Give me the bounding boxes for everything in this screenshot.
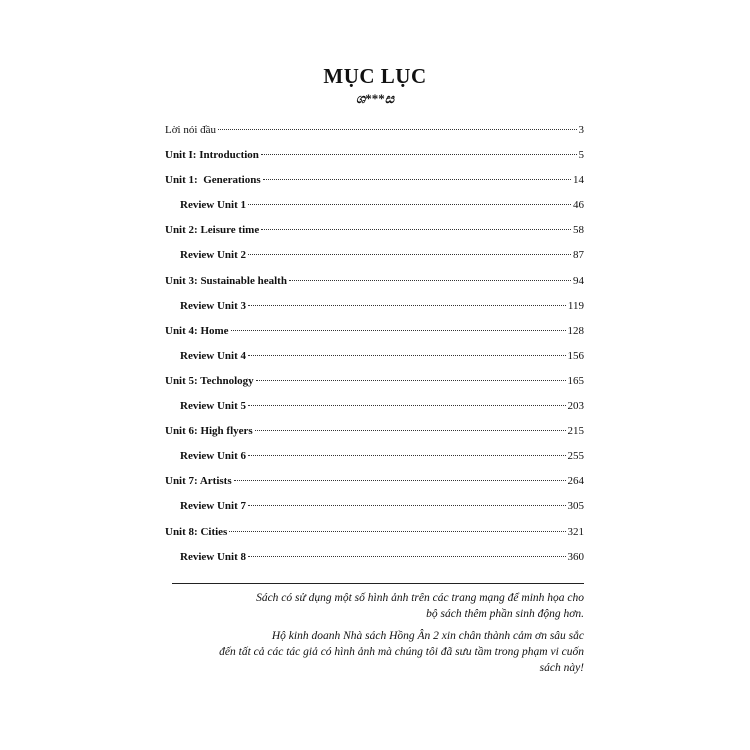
dot-leader xyxy=(256,380,566,381)
footnote-divider xyxy=(172,583,584,584)
toc-entry-label: Unit 6: High flyers xyxy=(165,425,253,438)
dot-leader xyxy=(248,305,566,306)
toc-entry-page-number: 255 xyxy=(567,450,584,463)
toc-entry-page-number: 58 xyxy=(573,224,584,237)
toc-entry-label: Unit 2: Leisure time xyxy=(165,224,260,237)
toc-entry-label: Lời nói đầu xyxy=(165,124,217,136)
acknowledgement-note xyxy=(144,628,584,676)
toc-entry-page-number: 87 xyxy=(573,249,584,262)
toc-entry xyxy=(165,450,584,475)
note-line: đến tất cả các tác giả có hình ảnh mà chúng tôi đã sưu tầm trong phạm vi cuốn xyxy=(219,646,584,658)
dot-leader xyxy=(234,480,566,481)
dot-leader xyxy=(229,531,565,532)
toc-entry-page-number: 321 xyxy=(567,525,584,538)
toc-entry-label: Review Unit 3 xyxy=(180,299,246,312)
ornament-right-flourish-icon: ස xyxy=(384,91,395,106)
dot-leader xyxy=(231,330,566,331)
toc-entry-page-number: 46 xyxy=(573,199,584,212)
dot-leader xyxy=(255,430,566,431)
toc-entry xyxy=(165,425,584,450)
toc-entry-label: Unit 5: Technology xyxy=(165,374,254,387)
toc-entry xyxy=(165,174,584,199)
toc-entry-label: Review Unit 7 xyxy=(180,500,246,513)
toc-entry-page-number: 128 xyxy=(567,324,584,337)
dot-leader xyxy=(248,254,571,255)
toc-entry-label: Unit 7: Artists xyxy=(165,475,232,488)
toc-entry xyxy=(165,300,584,325)
toc-entry xyxy=(165,350,584,375)
toc-entry xyxy=(165,526,584,551)
toc-entry xyxy=(165,224,584,249)
toc-entry xyxy=(165,249,584,274)
toc-entry-page-number: 215 xyxy=(567,425,584,438)
toc-entry-page-number: 360 xyxy=(567,550,584,563)
toc-entry-page-number: 119 xyxy=(567,299,584,312)
toc-entry xyxy=(165,475,584,500)
toc-entry xyxy=(165,124,584,149)
toc-entry-label: Unit 3: Sustainable health xyxy=(165,274,287,287)
toc-entry xyxy=(165,149,584,174)
dot-leader xyxy=(289,280,571,281)
toc-entry-label: Review Unit 2 xyxy=(180,249,246,262)
toc-entry xyxy=(165,551,584,576)
toc-entry-label: Unit 8: Cities xyxy=(165,525,228,538)
ornament-left-flourish-icon: ශ xyxy=(355,91,366,106)
toc-entry xyxy=(165,400,584,425)
toc-entry xyxy=(165,500,584,525)
dot-leader xyxy=(248,455,566,456)
toc-entry-label: Unit 4: Home xyxy=(165,324,229,337)
note-line: bộ sách thêm phần sinh động hơn. xyxy=(426,608,584,620)
toc-entry-label: Unit 1: Generations xyxy=(165,174,261,187)
dot-leader xyxy=(248,355,566,356)
toc-entry-label: Review Unit 6 xyxy=(180,450,246,463)
toc-entry-label: Review Unit 5 xyxy=(180,400,246,413)
page-title: MỤC LỤC xyxy=(323,64,427,88)
dot-leader xyxy=(261,154,577,155)
title-ornament xyxy=(0,91,750,107)
dot-leader xyxy=(248,505,566,506)
note-line: Hộ kinh doanh Nhà sách Hồng Ân 2 xin chân thành cảm ơn sâu sắc xyxy=(271,630,584,642)
toc-entry-label: Review Unit 4 xyxy=(180,349,246,362)
toc-entry-label: Review Unit 1 xyxy=(180,199,246,212)
dot-leader xyxy=(248,556,566,557)
toc-entry xyxy=(165,275,584,300)
toc-entry xyxy=(165,199,584,224)
dot-leader xyxy=(248,204,571,205)
toc-entry-page-number: 5 xyxy=(578,149,584,162)
ornament-stars: *** xyxy=(365,91,385,106)
toc-entry-label: Unit I: Introduction xyxy=(165,149,259,162)
dot-leader xyxy=(263,179,571,180)
toc-entry-page-number: 94 xyxy=(573,274,584,287)
dot-leader xyxy=(261,229,571,230)
toc-entry xyxy=(165,375,584,400)
toc-entry-page-number: 165 xyxy=(567,374,584,387)
toc-entry-label: Review Unit 8 xyxy=(180,550,246,563)
dot-leader xyxy=(248,405,566,406)
dot-leader xyxy=(218,129,576,130)
toc-entry-page-number: 3 xyxy=(578,124,584,136)
toc-entry-page-number: 14 xyxy=(573,174,584,187)
toc-entry-page-number: 203 xyxy=(567,400,584,413)
toc-entry-page-number: 305 xyxy=(567,500,584,513)
toc-entry-page-number: 156 xyxy=(567,349,584,362)
note-line: sách này! xyxy=(539,662,584,674)
toc-entry-page-number: 264 xyxy=(567,475,584,488)
toc-entry xyxy=(165,325,584,350)
toc-list xyxy=(165,124,584,576)
image-credit-note xyxy=(144,590,584,622)
note-line: Sách có sử dụng một số hình ảnh trên các trang mạng để minh họa cho xyxy=(256,592,584,604)
